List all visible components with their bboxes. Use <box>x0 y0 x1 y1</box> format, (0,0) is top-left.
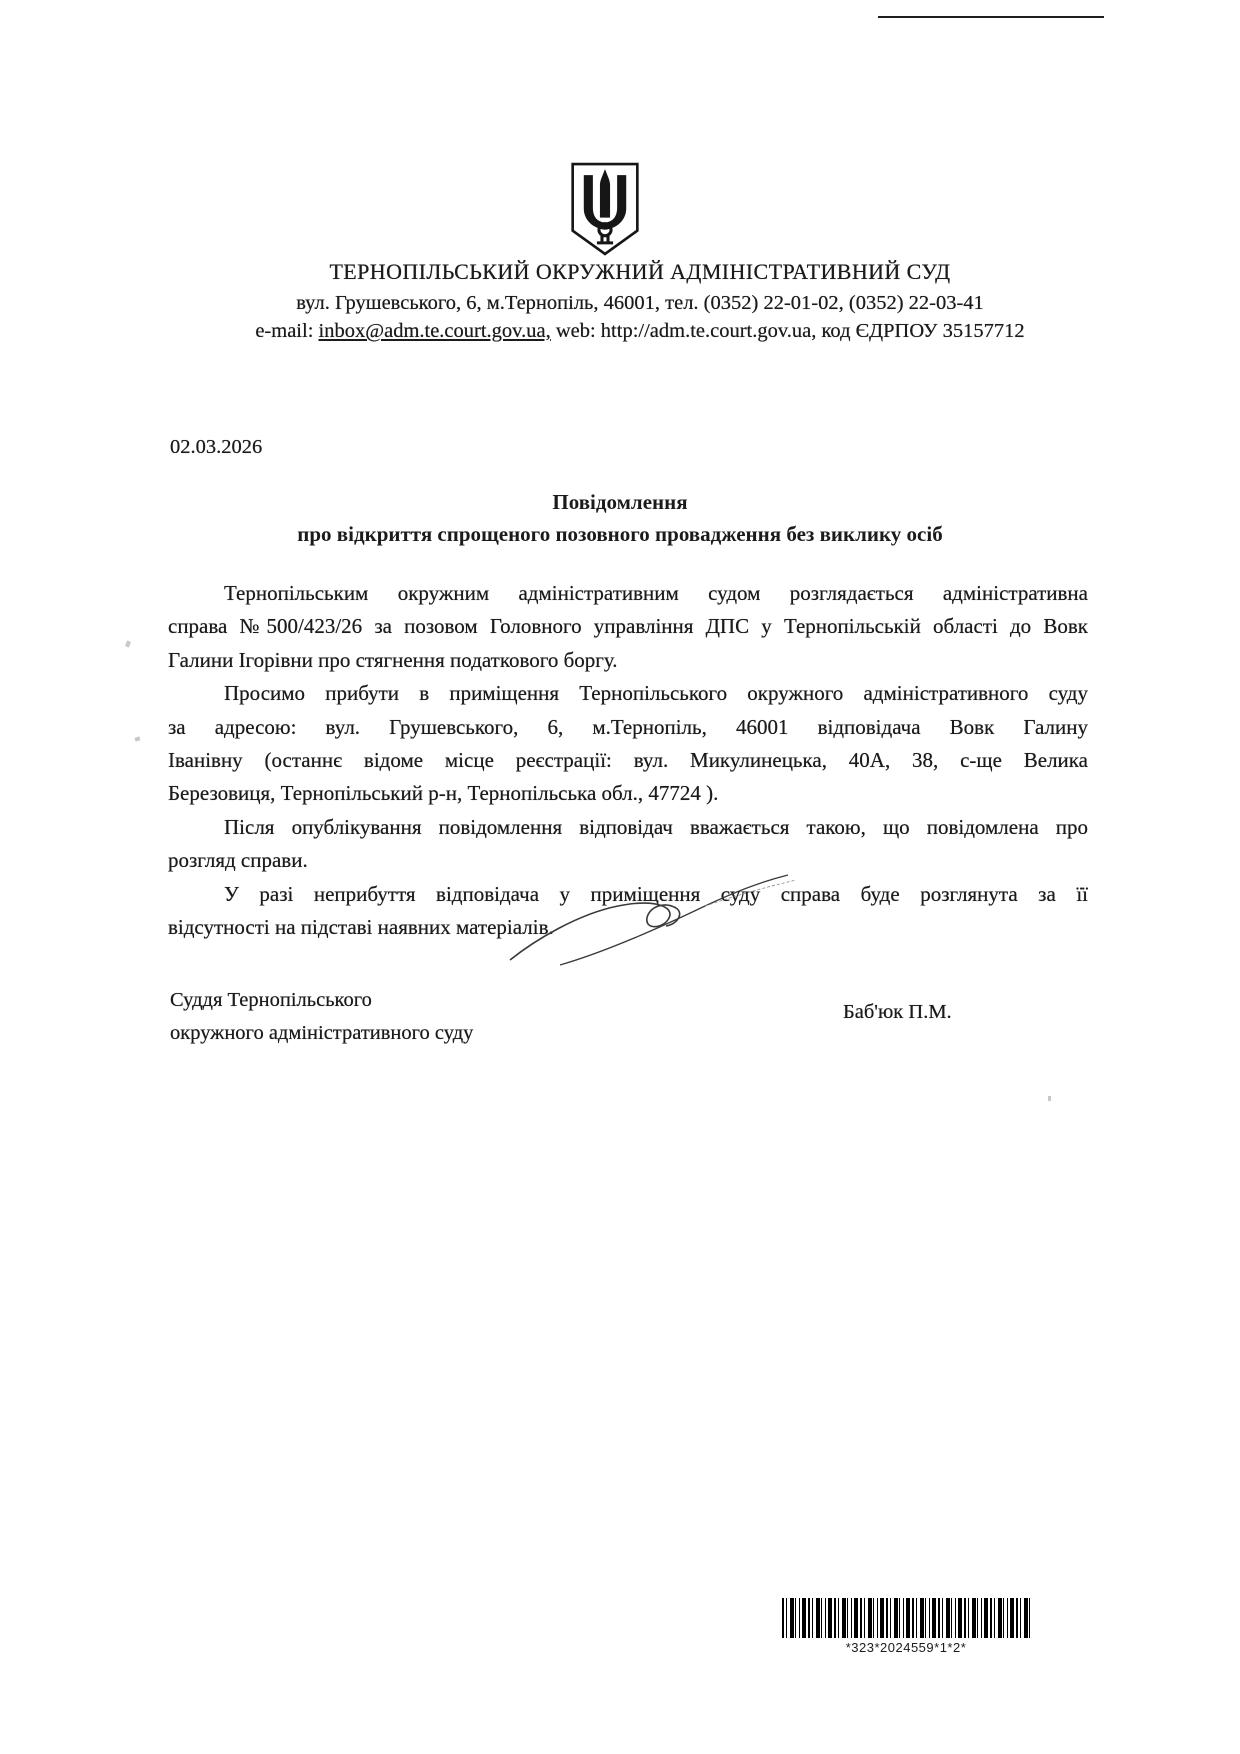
email-label: e-mail: <box>255 320 319 342</box>
court-name: ТЕРНОПІЛЬСЬКИЙ ОКРУЖНИЙ АДМІНІСТРАТИВНИЙ СУД <box>329 259 951 284</box>
letterhead <box>40 259 1240 343</box>
document-date: 02.03.2026 <box>170 436 263 458</box>
court-address-line: вул. Грушевського, 6, м.Тернопіль, 46001, тел. (0352) 22-01-02, (0352) 22-03-41 <box>296 292 984 314</box>
top-right-scan-line <box>878 16 1104 18</box>
document-line: Тернопільським окружним адміністративним судом розглядається адміністративна <box>224 581 1088 605</box>
document-line: розгляд справи. <box>168 848 308 873</box>
title-line-2: про відкриття спрощеного позовного провадження без виклику осіб <box>297 522 943 546</box>
scan-artifact <box>125 640 131 647</box>
barcode-text: *323*2024559*1*2* <box>845 1640 967 1655</box>
document-line: Просимо прибути в приміщення Тернопільського окружного адміністративного суду <box>224 681 1088 706</box>
ukraine-trident-emblem-icon <box>568 161 642 258</box>
document-line: Березовиця, Тернопільський р-н, Тернопільська обл., 47724 ). <box>168 781 719 806</box>
email-address: inbox@adm.te.court.gov.ua, <box>318 320 551 342</box>
document-line: У разі неприбуття відповідача у приміщення суду справа буде розглянута за її <box>224 881 1088 906</box>
scan-artifact <box>135 736 141 741</box>
document-line: справа №500/423/26 за позовом Головного управління ДПС у Тернопільській області до Вовк <box>168 614 1088 639</box>
judge-role-line-2: окружного адміністративного суду <box>170 1022 474 1044</box>
court-contacts-line <box>40 320 1240 343</box>
web-and-edrpou: web: http://adm.te.court.gov.ua, код ЄДРПОУ 35157712 <box>550 320 1025 342</box>
document-title <box>0 486 1240 550</box>
document-line: Після опублікування повідомлення відповідач вважається такою, що повідомлена про <box>224 814 1088 839</box>
document-line: відсутності на підставі наявних матеріалів. <box>168 915 554 940</box>
paragraph-summons <box>168 677 1088 811</box>
title-line-1: Повідомлення <box>552 490 688 514</box>
barcode <box>782 1598 1030 1638</box>
scan-artifact <box>1048 1096 1051 1101</box>
document-line: за адресою: вул. Грушевського, 6, м.Тернопіль, 46001 відповідача Вовк Галину <box>168 714 1088 739</box>
handwritten-signature <box>500 868 800 973</box>
document-line: Галини Ігорівни про стягнення податкового боргу. <box>168 647 618 672</box>
judge-role-line-1: Суддя Тернопільського <box>170 989 372 1011</box>
paragraph-case-info <box>168 577 1088 677</box>
judge-name: Баб'юк П.М. <box>843 1001 952 1023</box>
document-line: Іванівну (останнє відоме місце реєстрації: вул. Микулинецька, 40А, 38, с-ще Велика <box>168 748 1088 773</box>
judge-role <box>170 984 473 1050</box>
